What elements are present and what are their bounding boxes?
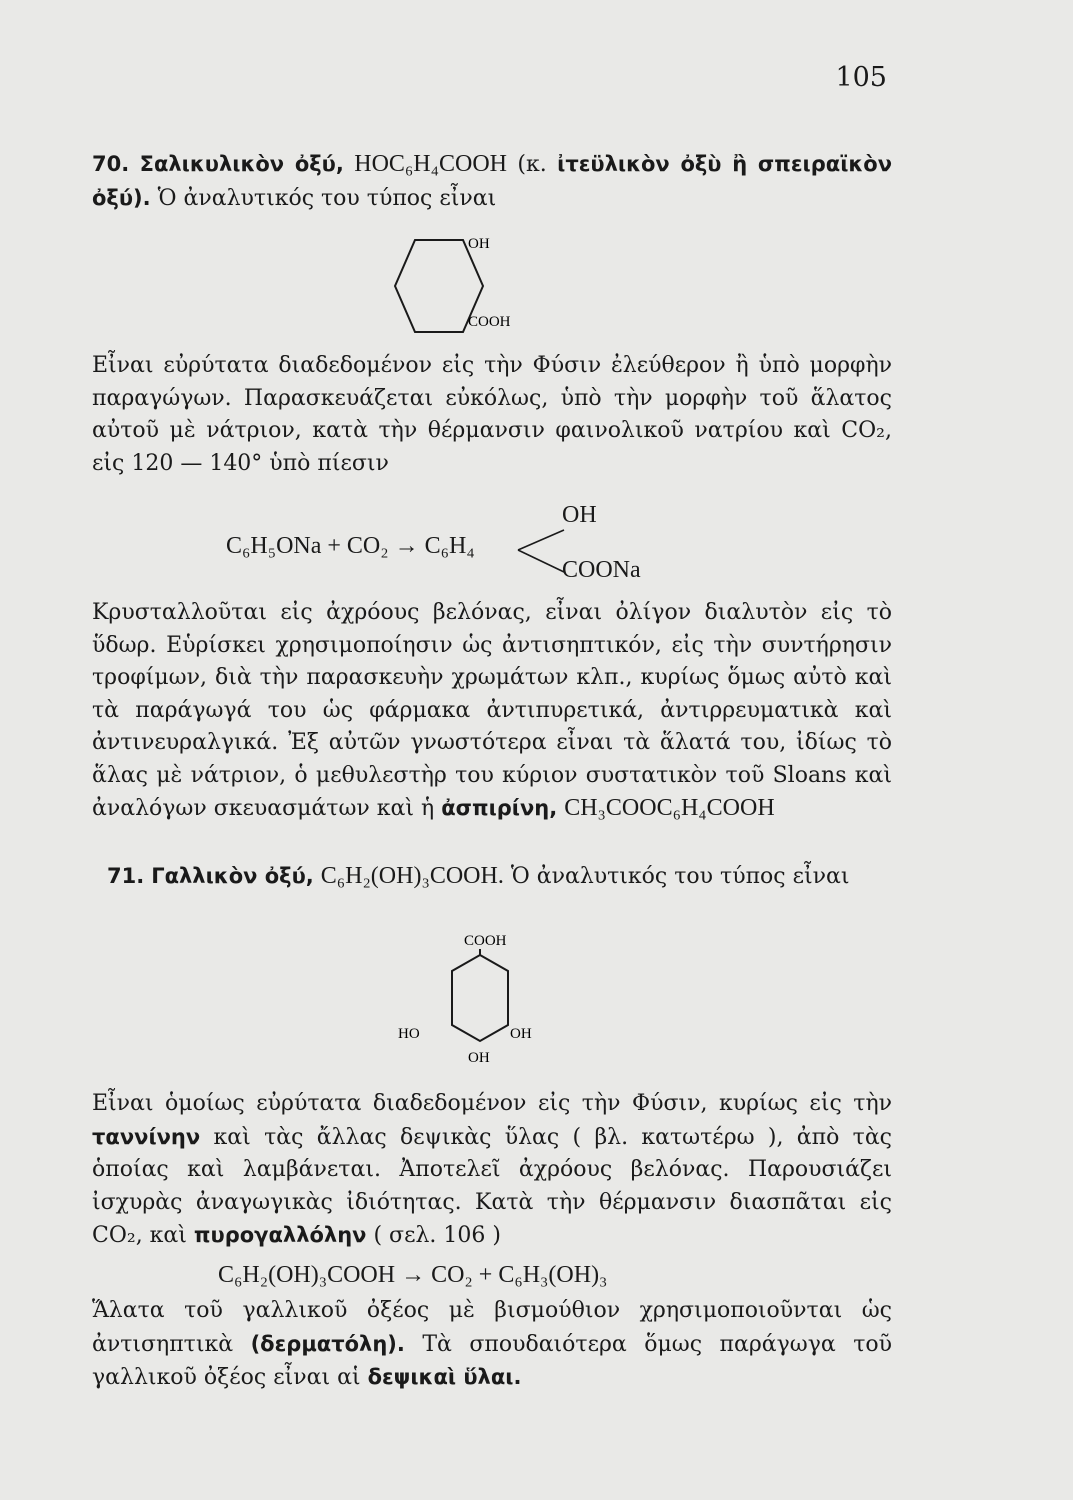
pyrogallol-term: πυρογαλλόλην: [193, 1223, 367, 1247]
section-71-paragraph-2-text-a: Ἅλατα τοῦ γαλλικοῦ ὀξέος μὲ βισμούθιον χρησιμοποιοῦνται ὡς ἀντισηπτικὰ: [92, 1298, 892, 1357]
benzene-ring: [452, 955, 508, 1041]
section-71-number: 71.: [107, 864, 145, 888]
gallic-decomposition-equation: C₆H₂(OH)₃COOH → CO₂ + C₆H₃(OH)₃: [218, 1262, 608, 1288]
section-70-title: Σαλικυλικὸν ὀξύ,: [139, 152, 344, 176]
gallic-acid-structure: [390, 925, 570, 1075]
section-70-paragraph-2-text: Κρυσταλλοῦται εἰς ἀχρόους βελόνας, εἶναι ὀλίγον διαλυτὸν εἰς τὸ ὕδωρ. Εὑρίσκει χρησιμοποίησιν ὡς ἀντισηπτικόν, εἰς τὴν συντήρησιν τροφίμων, διὰ τὴν παρασκευὴν χρωμάτων κλπ., κυρίως ὅμως αὐτὸ καὶ τὰ παράγωγά του ὡς φάρμακα ἀντιπυρετικά, ἀντιρρευματικὰ καὶ ἀντινευραλγικά. Ἐξ αὐτῶν γνωστότερα εἶναι τὰ ἅλατά του, ἰδίως τὸ ἅλας μὲ νάτριον, ὁ μεθυλεστὴρ του κύριον συστατικὸν τοῦ Sloans καὶ ἀναλόγων σκευασμάτων καὶ ἡ: [92, 600, 892, 821]
section-71-paragraph-1-text-a: Εἶναι ὁμοίως εὐρύτατα διαδεδομένον εἰς τὴν Φύσιν, κυρίως εἰς τὴν: [92, 1091, 892, 1116]
section-70-formula: HOC₆H₄COOH: [354, 151, 507, 177]
equation-coona: COONa: [562, 557, 641, 583]
section-70-number: 70.: [92, 152, 130, 176]
aspirin-formula: CH₃COOC₆H₄COOH: [564, 795, 775, 821]
section-71-heading: [92, 860, 892, 894]
section-70-heading: [92, 148, 892, 215]
structure-cooh-top: COOH: [464, 933, 507, 949]
section-71-paragraph-1-text-b: καὶ τὰς ἄλλας δεψικὰς ὕλας ( βλ. κατωτέρω ), ἀπὸ τὰς ὁποίας καὶ λαμβάνεται. Ἀποτελεῖ ἀχρόους βελόνας. Παρουσιάζει ἰσχυρὰς ἀναγωγικὰς ἰδιότητας. Κατὰ τὴν θέρμανσιν διασπᾶται εἰς CO₂, καὶ: [92, 1124, 892, 1248]
tannin-term: ταννίνην: [92, 1124, 201, 1149]
section-71-paragraph-2: [92, 1295, 892, 1395]
equation-oh: OH: [562, 502, 597, 528]
section-71-page-ref: ( σελ. 106 ): [373, 1223, 501, 1248]
section-71-intro: Ὁ ἀναλυτικός του τύπος εἶναι: [510, 864, 850, 889]
section-70-alt-open: (κ.: [517, 152, 547, 177]
structure-ho-left: HO: [398, 1026, 420, 1042]
section-71-paragraph-2-text-b: Τὰ σπουδαιότερα ὅμως παράγωγα τοῦ γαλλικοῦ ὀξέος εἶναι αἱ: [92, 1331, 892, 1390]
section-70-paragraph-1: Εἶναι εὐρύτατα διαδεδομένον εἰς τὴν Φύσιν ἐλεύθερον ἢ ὑπὸ μορφὴν παραγώγων. Παρασκευάζεται εὐκόλως, ὑπὸ τὴν μορφὴν τοῦ ἅλατος αὐτοῦ μὲ νάτριον, κατὰ τὴν θέρμανσιν φαινολικοῦ νατρίου καὶ CO₂, εἰς 120 — 140° ὑπὸ πίεσιν: [92, 353, 892, 476]
section-71-paragraph-1: [92, 1088, 892, 1253]
salicylic-acid-structure: [370, 228, 530, 348]
section-70-paragraph-2: [92, 597, 892, 826]
structure-oh-bottom: OH: [468, 1050, 490, 1066]
salicylate-equation-left: C₆H₅ONa + CO₂ → C₆H₄: [226, 533, 475, 559]
tanning-substances-term: δεψικαὶ ὕλαι.: [367, 1365, 522, 1389]
section-70-intro: Ὁ ἀναλυτικός του τύπος εἶναι: [157, 185, 497, 211]
structure-oh-label: OH: [468, 236, 490, 252]
aspirin-term: ἀσπιρίνη,: [441, 796, 558, 820]
section-71-title: Γαλλικὸν ὀξύ,: [151, 864, 314, 888]
page-number: 105: [835, 62, 887, 93]
section-70-alt-name: ἰτεϋλικὸν ὀξὺ ἢ σπειραϊκὸν ὀξύ).: [92, 152, 893, 210]
structure-oh-right: OH: [510, 1026, 532, 1042]
dermatol-term: (δερματόλη).: [250, 1331, 405, 1356]
structure-cooh-label: COOH: [468, 314, 511, 330]
section-71-formula: C₆H₂(OH)₃COOH.: [320, 863, 504, 889]
